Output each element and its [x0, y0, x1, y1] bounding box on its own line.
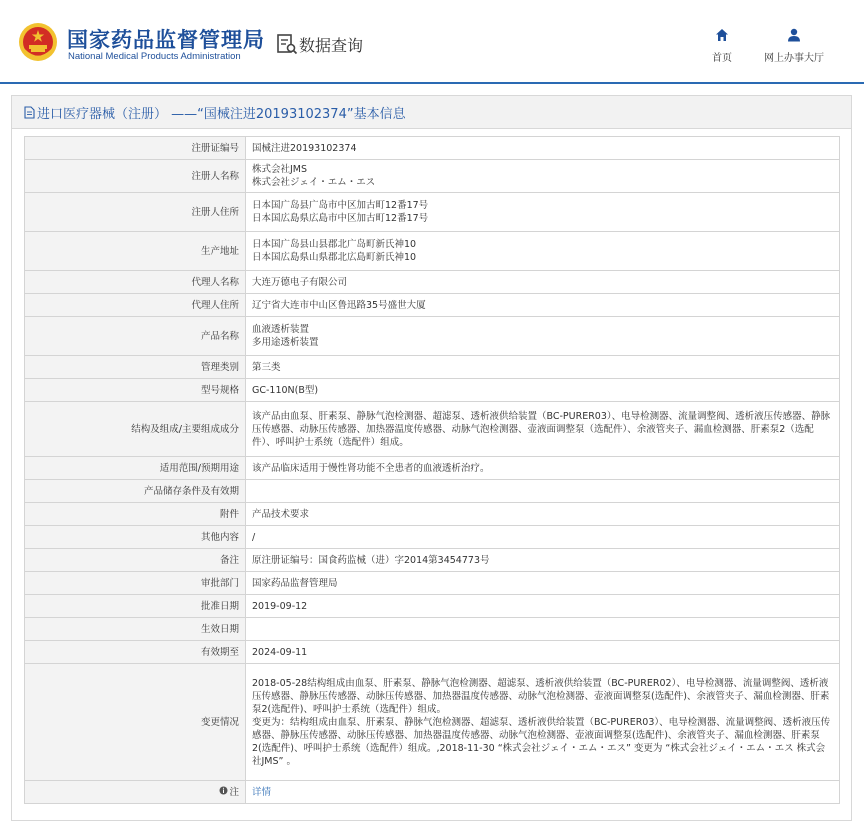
field-value-line: 变更为：结构组成由血泵、肝素泵、静脉气泡检测器、超滤泵、透析液供给装置（BC-PURER03）、电导检测器、流量调整阀、透析液压传感器、静脉压传感器、动脉压传感器、加热器温度传感器、动脉气泡检测器、壶液面调整泵(选配件)、余液管夹子、漏血检测器、肝素泵2(选配件)、呼叫护士系统（选配件）组成。,2018-11-30 “株式会社ジェイ・エム・エス” 变更为 “株式会社ジェイ・エム・エス 株式会社JMS” 。: [252, 716, 831, 767]
field-label: [25, 232, 246, 271]
field-value-text: /: [252, 531, 256, 543]
field-value: [246, 526, 840, 549]
nav-online-service-hall[interactable]: [758, 28, 830, 64]
field-label: [25, 137, 246, 160]
table-row: [25, 379, 840, 402]
field-label-text: 注册证编号: [191, 142, 239, 154]
field-value-line: 血液透析装置: [252, 324, 310, 335]
nav-home[interactable]: [702, 28, 742, 64]
field-label-text: 生效日期: [200, 623, 239, 635]
field-value-line: 日本国广岛县广岛市中区加古町12番17号: [252, 200, 429, 211]
detail-link[interactable]: 详情: [252, 786, 272, 798]
info-table: [24, 136, 840, 804]
field-label: [25, 457, 246, 480]
field-value-text: 辽宁省大连市中山区鲁迅路35号盛世大厦: [252, 299, 426, 311]
field-value-line: 株式会社ジェイ・エム・エス: [252, 177, 376, 188]
table-row: [25, 595, 840, 618]
field-value-text: 2024-09-11: [252, 646, 308, 658]
field-label-text: 批准日期: [200, 600, 239, 612]
field-label: [25, 193, 246, 232]
field-label: [25, 549, 246, 572]
field-label-text: 注: [229, 786, 239, 798]
field-label-text: 产品名称: [200, 330, 239, 342]
field-value-line: 多用途透析装置: [252, 337, 319, 348]
field-value: [246, 379, 840, 402]
field-label-text: 产品储存条件及有效期: [143, 485, 239, 497]
field-label-text: 其他内容: [200, 531, 239, 543]
panel-title: 进口医疗器械（注册） ——“国械注进20193102374”基本信息: [37, 106, 406, 122]
data-query-title: 数据查询: [299, 36, 364, 55]
field-label-text: 代理人住所: [191, 299, 239, 311]
field-label: [25, 664, 246, 781]
field-value-text: 原注册证编号：国食药监械（进）字2014第3454773号: [252, 554, 490, 566]
field-value-line: 日本国广岛县山县郡北广岛町新氏神10: [252, 239, 417, 250]
field-value: [246, 503, 840, 526]
table-row: [25, 137, 840, 160]
field-value: [246, 572, 840, 595]
field-value-line: 株式会社JMS: [252, 164, 308, 175]
field-value-text: 2019-09-12: [252, 600, 308, 612]
field-label: [25, 572, 246, 595]
field-label-text: 变更情况: [200, 716, 239, 728]
field-value: [246, 271, 840, 294]
field-label: [25, 503, 246, 526]
table-row: [25, 618, 840, 641]
field-value: [246, 356, 840, 379]
field-value: [246, 618, 840, 641]
field-label-text: 注册人名称: [191, 170, 239, 182]
field-value-text: 大连万德电子有限公司: [252, 276, 348, 288]
field-label-text: 适用范围/预期用途: [159, 462, 239, 474]
field-value-line: 2018-05-28结构组成由血泵、肝素泵、静脉气泡检测器、超滤泵、透析液供给装置（BC-PURER02）、电导检测器、流量调整阀、透析液压传感器、静脉压传感器、动脉压传感器、加热器温度传感器、动脉气泡检测器、壶液面调整泵(选配件)、余液管夹子、漏血检测器、肝素泵2(选配件)、呼叫护士系统（选配件）组成。: [252, 677, 830, 715]
table-row: [25, 160, 840, 193]
field-label: [25, 402, 246, 457]
table-row: [25, 641, 840, 664]
national-emblem-icon: [18, 22, 58, 62]
field-value: [246, 549, 840, 572]
field-label: [25, 317, 246, 356]
agency-name-cn: 国家药品监督管理局: [67, 28, 265, 52]
table-row: [25, 503, 840, 526]
nav-online-service-hall-label: 网上办事大厅: [764, 53, 824, 64]
table-row: [25, 526, 840, 549]
field-label: [25, 781, 246, 804]
field-label: [25, 641, 246, 664]
field-value: [246, 232, 840, 271]
field-value: [246, 294, 840, 317]
field-label-text: 有效期至: [200, 646, 239, 658]
table-row: [25, 664, 840, 781]
field-label-text: 管理类别: [200, 361, 239, 373]
field-value: [246, 317, 840, 356]
field-value: [246, 193, 840, 232]
field-value: [246, 781, 840, 804]
field-label-text: 型号规格: [200, 384, 239, 396]
field-value: [246, 641, 840, 664]
home-icon: [715, 28, 729, 42]
document-icon: [24, 106, 35, 119]
field-label-text: 附件: [219, 508, 239, 520]
nav-home-label: 首页: [712, 53, 732, 64]
field-label-text: 代理人名称: [191, 276, 239, 288]
table-row: [25, 232, 840, 271]
field-value-line: 日本国広島県広島市中区加古町12番17号: [252, 213, 429, 224]
field-value-text: 第三类: [252, 361, 281, 373]
field-value-text: 国械注进20193102374: [252, 142, 357, 154]
agency-name-en: National Medical Products Administration: [68, 51, 241, 62]
field-value: [246, 595, 840, 618]
field-value: [246, 402, 840, 457]
field-label: [25, 271, 246, 294]
field-value: [246, 480, 840, 503]
field-value-text: GC-110N(B型): [252, 384, 319, 396]
field-label-text: 备注: [219, 554, 239, 566]
field-label: [25, 526, 246, 549]
field-label-text: 审批部门: [200, 577, 239, 589]
field-label: [25, 595, 246, 618]
data-query-icon: [276, 33, 298, 55]
field-value-text: 国家药品监督管理局: [252, 577, 338, 589]
field-value-text: 该产品由血泵、肝素泵、静脉气泡检测器、超滤泵、透析液供给装置（BC-PURER03）、电导检测器、流量调整阀、透析液压传感器、静脉压传感器、动脉压传感器、加热器温度传感器、动脉气泡检测器、壶液面调整泵（选配件）、余液管夹子、漏血检测器、肝素泵2（选配件）、呼叫护士系统（选配件）组成。: [252, 410, 831, 448]
table-row: [25, 193, 840, 232]
field-value: [246, 160, 840, 193]
field-label: [25, 618, 246, 641]
basic-info-panel: [11, 95, 852, 821]
table-row: [25, 781, 840, 804]
field-label: [25, 480, 246, 503]
field-label-text: 结构及组成/主要组成成分: [131, 423, 239, 435]
info-icon: [219, 786, 228, 795]
table-row: [25, 480, 840, 503]
field-value: [246, 457, 840, 480]
table-row: [25, 317, 840, 356]
table-row: [25, 457, 840, 480]
table-row: [25, 294, 840, 317]
field-label: [25, 294, 246, 317]
panel-header: [12, 96, 851, 129]
field-value-text: 产品技术要求: [252, 508, 310, 520]
field-value-text: 该产品临床适用于慢性肾功能不全患者的血液透析治疗。: [252, 462, 490, 474]
table-row: [25, 572, 840, 595]
field-label-text: 生产地址: [200, 245, 239, 257]
table-row: [25, 402, 840, 457]
field-label: [25, 379, 246, 402]
field-value: [246, 664, 840, 781]
field-label: [25, 160, 246, 193]
table-row: [25, 356, 840, 379]
field-value: [246, 137, 840, 160]
table-row: [25, 549, 840, 572]
field-label: [25, 356, 246, 379]
user-icon: [787, 28, 801, 42]
table-row: [25, 271, 840, 294]
site-header: [0, 0, 864, 84]
field-label-text: 注册人住所: [191, 206, 239, 218]
field-value-line: 日本国広島県山県郡北広島町新氏神10: [252, 252, 417, 263]
